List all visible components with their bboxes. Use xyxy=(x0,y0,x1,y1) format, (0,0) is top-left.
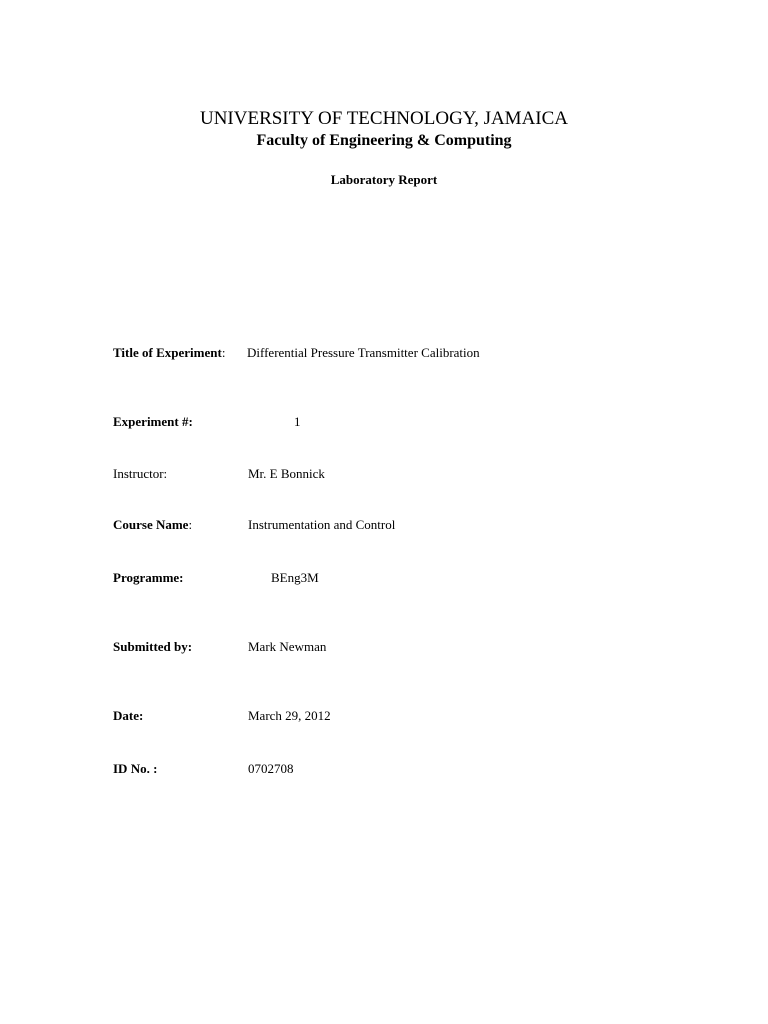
id-no-label: ID No. : xyxy=(113,761,158,776)
title-of-experiment-label-colon: : xyxy=(221,345,226,360)
course-name-label-text: Course Name xyxy=(113,517,189,532)
instructor-label: Instructor: xyxy=(113,466,168,481)
title-of-experiment-label-text: Title of Experiment xyxy=(113,345,222,360)
university-name: UNIVERSITY OF TECHNOLOGY, JAMAICA xyxy=(199,108,569,129)
experiment-number-label: Experiment #: xyxy=(113,414,193,429)
instructor-value: Mr. E Bonnick xyxy=(248,466,325,481)
programme-label: Programme: xyxy=(113,570,184,585)
programme-value: BEng3M xyxy=(271,570,319,585)
date-label: Date: xyxy=(113,708,144,723)
faculty-name: Faculty of Engineering & Computing xyxy=(256,132,512,149)
course-name-label-colon: : xyxy=(188,517,193,532)
course-name-value: Instrumentation and Control xyxy=(248,517,396,532)
date-value: March 29, 2012 xyxy=(248,708,331,723)
title-of-experiment-value: Differential Pressure Transmitter Calibration xyxy=(247,345,480,360)
experiment-number-value: 1 xyxy=(294,414,301,429)
course-name-label xyxy=(113,516,192,534)
report-type: Laboratory Report xyxy=(330,172,438,187)
submitted-by-value: Mark Newman xyxy=(248,639,327,654)
id-no-value: 0702708 xyxy=(248,761,294,776)
submitted-by-label: Submitted by: xyxy=(113,639,193,654)
title-of-experiment-label xyxy=(113,344,225,362)
